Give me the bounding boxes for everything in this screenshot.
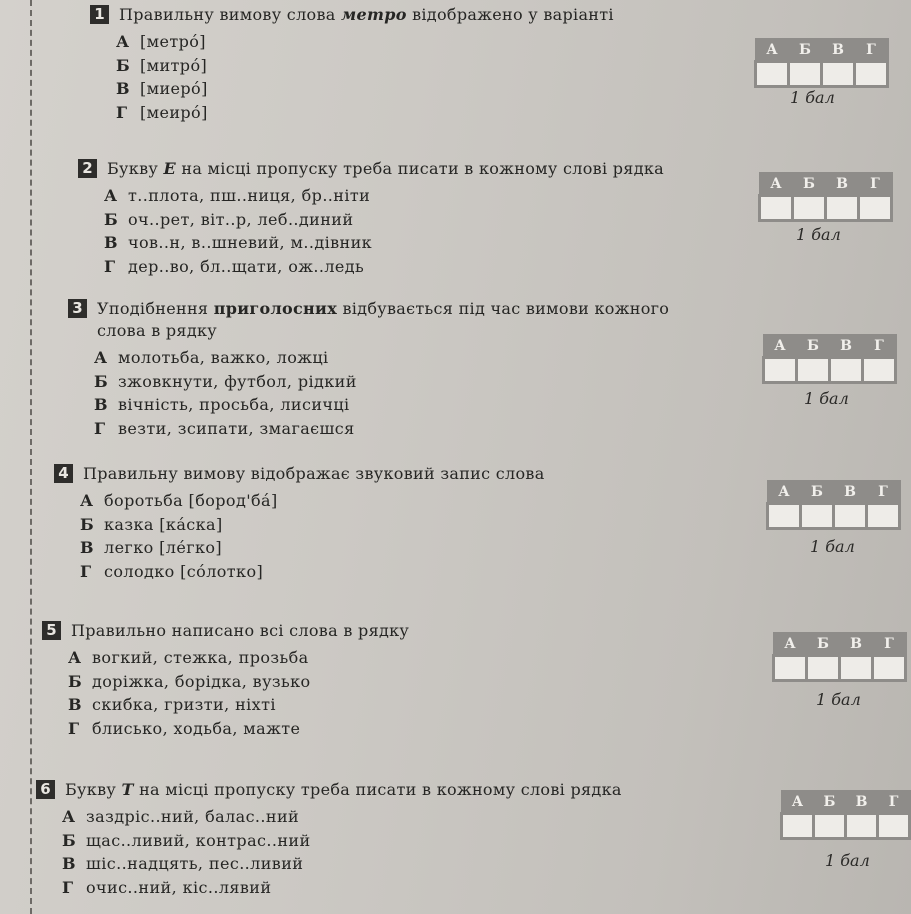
option-letter: Б (104, 209, 119, 229)
question-3 (68, 298, 669, 440)
answer-box[interactable] (793, 196, 826, 221)
question-text: Правильно написано всі слова в рядку (71, 621, 410, 640)
score-label: 1 бал (804, 389, 849, 408)
option-item (104, 255, 664, 279)
option-letter: А (68, 648, 82, 667)
option-text: [меиро́] (140, 102, 208, 122)
option-text: очис..ний, кіс..лявий (86, 877, 272, 897)
question-1 (90, 4, 614, 124)
answer-grid (766, 480, 901, 530)
answer-header: А (782, 791, 814, 814)
option-item (62, 829, 622, 853)
option-item (62, 852, 622, 876)
option-item (104, 231, 664, 255)
option-item (94, 370, 669, 394)
option-letter: Б (94, 371, 109, 391)
answer-header: Г (878, 791, 910, 814)
answer-grid (762, 334, 897, 384)
option-item (68, 693, 409, 717)
answer-box[interactable] (859, 196, 892, 221)
question-header (90, 4, 614, 26)
option-item (104, 208, 664, 232)
answer-header: Б (814, 791, 846, 814)
option-letter: Г (94, 418, 106, 438)
option-item (94, 346, 669, 370)
option-text: шіс..надцять, пес..ливий (86, 854, 304, 873)
option-item (104, 184, 664, 208)
option-item (116, 54, 614, 78)
answer-header: В (830, 335, 863, 358)
option-text: оч..рет, віт..р, леб..диний (128, 209, 354, 229)
question-number: 3 (68, 299, 87, 318)
answer-box[interactable] (822, 62, 855, 87)
option-text: солодко [со́лотко] (104, 561, 264, 581)
answer-header: А (768, 481, 801, 504)
answer-header: Б (797, 335, 830, 358)
option-letter: Г (68, 718, 80, 738)
answer-box[interactable] (797, 358, 830, 383)
question-2 (78, 158, 664, 278)
answer-grid (780, 790, 911, 840)
question-number: 6 (36, 780, 55, 799)
answer-header: А (756, 39, 789, 62)
option-letter: А (116, 32, 130, 51)
option-text: вогкий, стежка, прозьба (92, 648, 309, 667)
answer-box[interactable] (801, 504, 834, 529)
answer-header: Г (863, 335, 896, 358)
answer-box[interactable] (807, 656, 840, 681)
answer-header: В (834, 481, 867, 504)
answer-header: Б (801, 481, 834, 504)
answer-box[interactable] (826, 196, 859, 221)
answer-header: В (840, 633, 873, 656)
question-4 (54, 463, 545, 583)
option-letter: Б (116, 55, 131, 75)
question-6 (36, 779, 622, 899)
score-label: 1 бал (825, 851, 870, 870)
answer-header: Б (789, 39, 822, 62)
score-label: 1 бал (790, 88, 835, 107)
answer-header: Б (807, 633, 840, 656)
answer-header: Г (873, 633, 906, 656)
answer-header: Г (859, 173, 892, 196)
options-list (116, 30, 614, 124)
answer-header: А (774, 633, 807, 656)
answer-box[interactable] (782, 814, 814, 839)
answer-box[interactable] (863, 358, 896, 383)
option-text: зжовкнути, футбол, рідкий (118, 371, 357, 391)
answer-header: А (760, 173, 793, 196)
option-letter: В (68, 695, 82, 714)
answer-box[interactable] (834, 504, 867, 529)
answer-box[interactable] (846, 814, 878, 839)
options-list (62, 805, 622, 899)
option-item (80, 513, 545, 537)
option-item (80, 489, 545, 513)
option-letter: А (94, 348, 108, 367)
option-text: [метро́] (140, 32, 206, 51)
option-text: чов..н, в..шневий, м..дівник (128, 233, 373, 252)
option-letter: В (94, 395, 108, 414)
option-letter: Г (116, 102, 128, 122)
question-header (54, 463, 545, 485)
option-item (94, 393, 669, 417)
option-letter: Г (62, 877, 74, 897)
option-item (116, 77, 614, 101)
answer-box[interactable] (840, 656, 873, 681)
question-number: 4 (54, 464, 73, 483)
answer-box[interactable] (789, 62, 822, 87)
answer-grid (754, 38, 889, 88)
option-text: доріжка, борідка, вузько (92, 671, 311, 691)
question-text: Букву Т на місці пропуску треба писати в кожному слові рядка (65, 780, 622, 799)
option-letter: А (62, 807, 76, 826)
option-letter: Б (80, 514, 95, 534)
cut-line (30, 0, 32, 914)
answer-grid (772, 632, 907, 682)
option-text: блисько, ходьба, мажте (92, 718, 301, 738)
question-number: 5 (42, 621, 61, 640)
option-text: [митро́] (140, 55, 208, 75)
option-text: дер..во, бл..щати, ож..ледь (128, 256, 365, 276)
option-text: молотьба, важко, ложці (118, 348, 329, 367)
option-letter: А (104, 186, 118, 205)
question-text: Правильну вимову відображає звуковий запис слова (83, 464, 545, 483)
answer-grid (758, 172, 893, 222)
option-letter: В (116, 79, 130, 98)
answer-box[interactable] (830, 358, 863, 383)
question-header (42, 620, 409, 642)
answer-box[interactable] (756, 62, 789, 87)
option-text: вічність, просьба, лисичці (118, 395, 350, 414)
answer-header: В (826, 173, 859, 196)
options-list (68, 646, 409, 740)
option-letter: Б (62, 830, 77, 850)
option-letter: В (80, 538, 94, 557)
answer-header: В (846, 791, 878, 814)
answer-box[interactable] (855, 62, 888, 87)
option-letter: В (104, 233, 118, 252)
option-text: т..плота, пш..ниця, бр..ніти (128, 186, 371, 205)
option-item (80, 536, 545, 560)
question-header (36, 779, 622, 801)
answer-box[interactable] (867, 504, 900, 529)
option-item (94, 417, 669, 441)
answer-box[interactable] (760, 196, 793, 221)
question-5 (42, 620, 409, 740)
answer-header: Б (793, 173, 826, 196)
question-header (68, 298, 669, 342)
question-text: Уподібнення приголосних відбувається під час вимови кожного слова в рядку (97, 299, 670, 340)
answer-box[interactable] (814, 814, 846, 839)
answer-header: А (764, 335, 797, 358)
question-text: Правильну вимову слова метро відображено у варіанті (119, 5, 614, 24)
option-item (62, 876, 622, 900)
options-list (104, 184, 664, 278)
options-list (94, 346, 669, 440)
option-text: боротьба [бород'ба́] (104, 491, 278, 510)
question-header (78, 158, 664, 180)
score-label: 1 бал (810, 537, 855, 556)
option-letter: А (80, 491, 94, 510)
answer-box[interactable] (878, 814, 910, 839)
option-text: везти, зсипати, змагаєшся (118, 418, 355, 438)
score-label: 1 бал (816, 690, 861, 709)
option-item (116, 30, 614, 54)
answer-box[interactable] (774, 656, 807, 681)
option-text: скибка, гризти, ніхті (92, 695, 276, 714)
answer-box[interactable] (764, 358, 797, 383)
option-letter: Г (80, 561, 92, 581)
options-list (80, 489, 545, 583)
answer-box[interactable] (873, 656, 906, 681)
option-item (62, 805, 622, 829)
question-number: 2 (78, 159, 97, 178)
answer-header: Г (855, 39, 888, 62)
answer-box[interactable] (768, 504, 801, 529)
option-text: заздріс..ний, балас..ний (86, 807, 300, 826)
answer-header: Г (867, 481, 900, 504)
option-text: [миеро́] (140, 79, 208, 98)
question-text: Букву Е на місці пропуску треба писати в кожному слові рядка (107, 159, 664, 178)
option-text: легко [ле́гко] (104, 538, 223, 557)
option-text: щас..ливий, контрас..ний (86, 830, 311, 850)
question-number: 1 (90, 5, 109, 24)
option-item (68, 717, 409, 741)
option-item (68, 670, 409, 694)
option-item (80, 560, 545, 584)
option-item (116, 101, 614, 125)
score-label: 1 бал (796, 225, 841, 244)
option-text: казка [ка́ска] (104, 514, 223, 534)
answer-header: В (822, 39, 855, 62)
option-letter: Г (104, 256, 116, 276)
option-item (68, 646, 409, 670)
option-letter: Б (68, 671, 83, 691)
option-letter: В (62, 854, 76, 873)
